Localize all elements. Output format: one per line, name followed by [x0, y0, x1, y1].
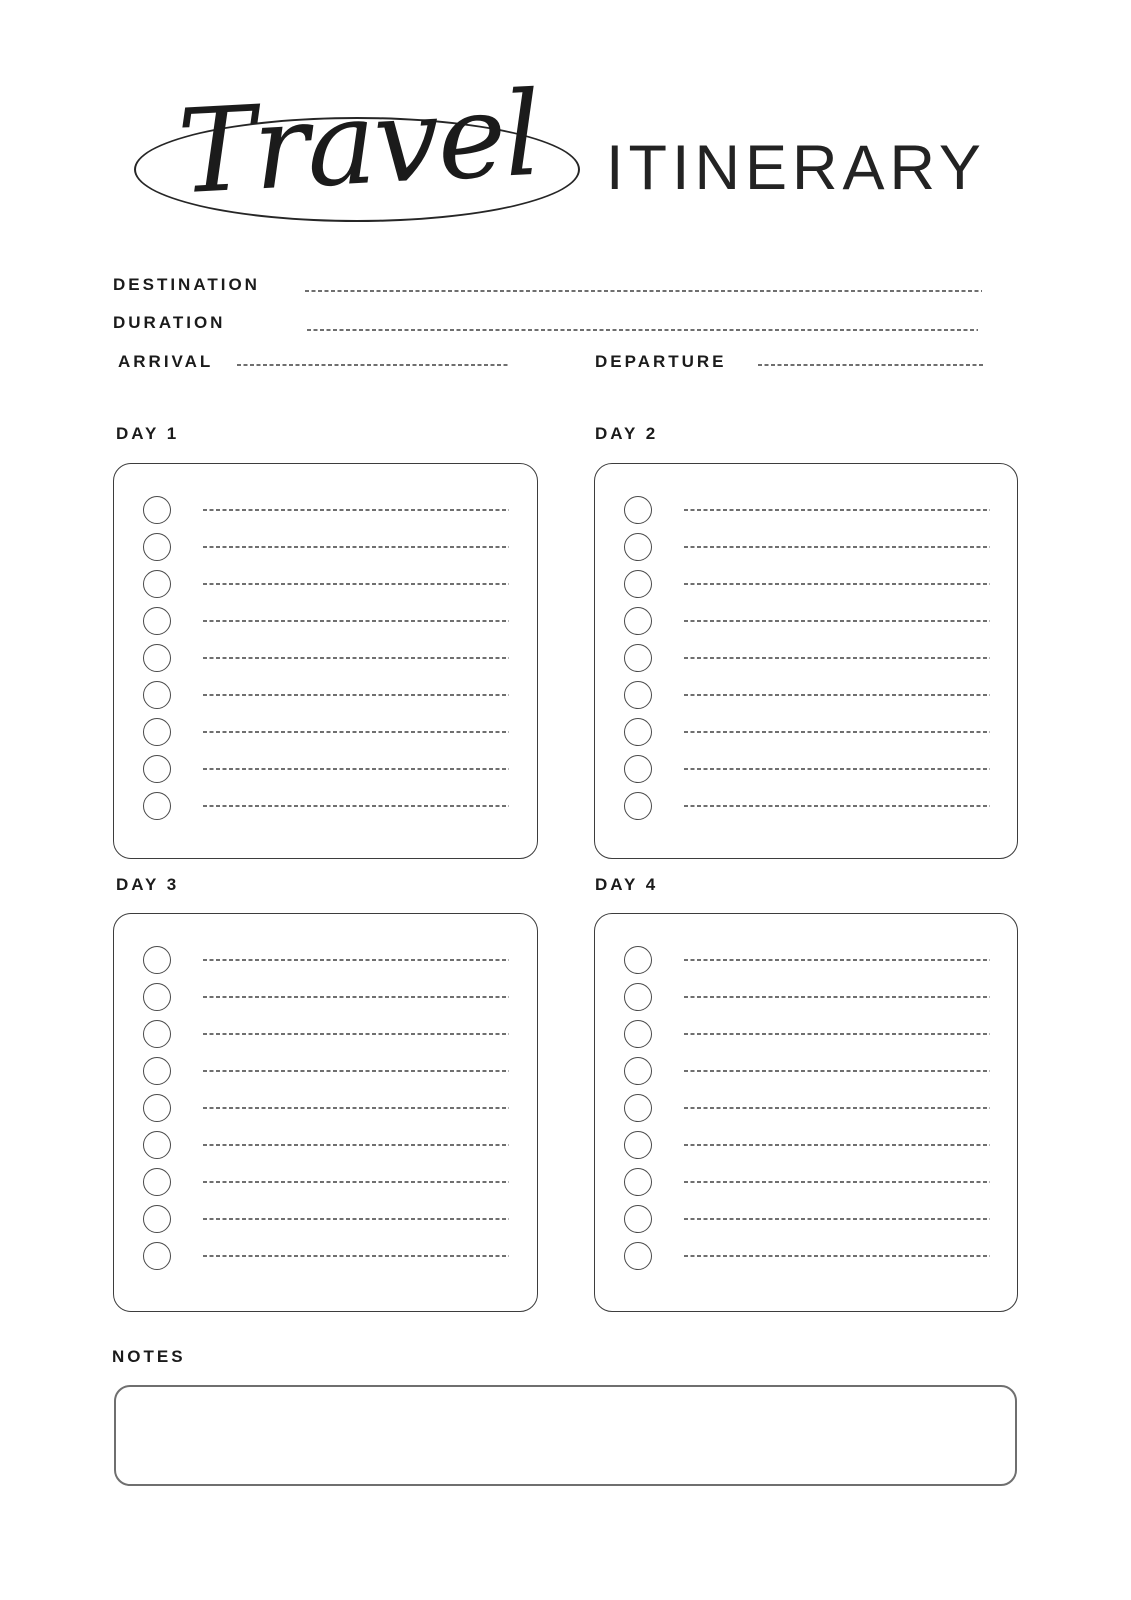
destination-label: DESTINATION [113, 275, 260, 294]
day-3-label: DAY 3 [116, 875, 180, 894]
item-write-line[interactable] [203, 1033, 509, 1035]
title-script-word: Travel [174, 66, 543, 221]
item-write-line[interactable] [684, 620, 990, 622]
checkbox-circle[interactable] [624, 983, 652, 1011]
item-write-line[interactable] [684, 768, 990, 770]
checklist-row [114, 565, 537, 602]
item-write-line[interactable] [203, 1255, 509, 1257]
item-write-line[interactable] [203, 1070, 509, 1072]
arrival-label: ARRIVAL [118, 352, 214, 371]
item-write-line[interactable] [203, 509, 509, 511]
checklist-row [595, 491, 1017, 528]
checkbox-circle[interactable] [143, 644, 171, 672]
checkbox-circle[interactable] [624, 681, 652, 709]
checkbox-circle[interactable] [624, 792, 652, 820]
item-write-line[interactable] [684, 1107, 990, 1109]
checkbox-circle[interactable] [143, 533, 171, 561]
item-write-line[interactable] [684, 1144, 990, 1146]
item-write-line[interactable] [684, 731, 990, 733]
checkbox-circle[interactable] [143, 1057, 171, 1085]
checklist-row [595, 565, 1017, 602]
checklist-row [114, 1200, 537, 1237]
checklist-row [114, 1126, 537, 1163]
checkbox-circle[interactable] [143, 1168, 171, 1196]
item-write-line[interactable] [684, 1070, 990, 1072]
item-write-line[interactable] [684, 694, 990, 696]
checkbox-circle[interactable] [624, 533, 652, 561]
item-write-line[interactable] [203, 1218, 509, 1220]
checklist-row [114, 750, 537, 787]
checklist-row [595, 676, 1017, 713]
checklist-row [114, 676, 537, 713]
checkbox-circle[interactable] [143, 1020, 171, 1048]
checkbox-circle[interactable] [624, 718, 652, 746]
page-title: ITINERARY [606, 133, 986, 203]
day-3-checklist-box [113, 913, 538, 1312]
checkbox-circle[interactable] [624, 1242, 652, 1270]
item-write-line[interactable] [684, 546, 990, 548]
checklist-row [114, 602, 537, 639]
notes-input-area[interactable] [114, 1385, 1017, 1486]
destination-write-line[interactable] [305, 290, 982, 292]
checklist-row [595, 1126, 1017, 1163]
checklist-row [114, 1237, 537, 1274]
item-write-line[interactable] [684, 996, 990, 998]
checkbox-circle[interactable] [143, 681, 171, 709]
checklist-row [595, 1015, 1017, 1052]
checklist-row [595, 1089, 1017, 1126]
checkbox-circle[interactable] [143, 1131, 171, 1159]
checklist-row [114, 491, 537, 528]
checklist-row [595, 1163, 1017, 1200]
checklist-row [114, 1015, 537, 1052]
item-write-line[interactable] [684, 657, 990, 659]
day-2-label: DAY 2 [595, 424, 659, 443]
item-write-line[interactable] [684, 583, 990, 585]
item-write-line[interactable] [684, 509, 990, 511]
checkbox-circle[interactable] [624, 1131, 652, 1159]
day-1-label: DAY 1 [116, 424, 180, 443]
checklist-row [114, 528, 537, 565]
checklist-row [114, 713, 537, 750]
checklist-row [114, 978, 537, 1015]
item-write-line[interactable] [203, 805, 509, 807]
checkbox-circle[interactable] [143, 755, 171, 783]
item-write-line[interactable] [203, 996, 509, 998]
checklist-row [595, 941, 1017, 978]
item-write-line[interactable] [203, 1144, 509, 1146]
item-write-line[interactable] [203, 768, 509, 770]
checklist-row [114, 1089, 537, 1126]
checklist-row [595, 1052, 1017, 1089]
checkbox-circle[interactable] [624, 1168, 652, 1196]
item-write-line[interactable] [203, 657, 509, 659]
item-write-line[interactable] [684, 805, 990, 807]
checkbox-circle[interactable] [624, 1057, 652, 1085]
checklist-row [114, 1052, 537, 1089]
checklist-row [595, 1237, 1017, 1274]
duration-write-line[interactable] [307, 329, 978, 331]
checkbox-circle[interactable] [143, 496, 171, 524]
checkbox-circle[interactable] [143, 718, 171, 746]
checklist-row [595, 750, 1017, 787]
item-write-line[interactable] [684, 1033, 990, 1035]
checklist-row [595, 713, 1017, 750]
day-4-label: DAY 4 [595, 875, 659, 894]
checkbox-circle[interactable] [624, 496, 652, 524]
checkbox-circle[interactable] [143, 1094, 171, 1122]
day-2-checklist-box [594, 463, 1018, 859]
checkbox-circle[interactable] [624, 607, 652, 635]
checkbox-circle[interactable] [624, 755, 652, 783]
departure-write-line[interactable] [758, 364, 983, 366]
checkbox-circle[interactable] [624, 1020, 652, 1048]
checkbox-circle[interactable] [143, 607, 171, 635]
item-write-line[interactable] [203, 1107, 509, 1109]
day-4-checklist-box [594, 913, 1018, 1312]
checklist-row [595, 639, 1017, 676]
checkbox-circle[interactable] [143, 1205, 171, 1233]
day-1-checklist-box [113, 463, 538, 859]
item-write-line[interactable] [684, 1255, 990, 1257]
checklist-row [595, 787, 1017, 824]
item-write-line[interactable] [684, 1218, 990, 1220]
item-write-line[interactable] [203, 620, 509, 622]
checklist-row [595, 978, 1017, 1015]
item-write-line[interactable] [203, 694, 509, 696]
checkbox-circle[interactable] [624, 644, 652, 672]
item-write-line[interactable] [203, 583, 509, 585]
checklist-row [595, 1200, 1017, 1237]
checklist-row [114, 639, 537, 676]
checkbox-circle[interactable] [624, 1205, 652, 1233]
departure-label: DEPARTURE [595, 352, 727, 371]
checklist-row [114, 1163, 537, 1200]
notes-label: NOTES [112, 1347, 186, 1366]
checklist-row [595, 602, 1017, 639]
checkbox-circle[interactable] [624, 570, 652, 598]
item-write-line[interactable] [203, 959, 509, 961]
checklist-row [114, 787, 537, 824]
checkbox-circle[interactable] [143, 570, 171, 598]
checkbox-circle[interactable] [143, 946, 171, 974]
checkbox-circle[interactable] [143, 983, 171, 1011]
checkbox-circle[interactable] [624, 946, 652, 974]
item-write-line[interactable] [203, 546, 509, 548]
item-write-line[interactable] [684, 959, 990, 961]
checklist-row [114, 941, 537, 978]
arrival-write-line[interactable] [237, 364, 508, 366]
checkbox-circle[interactable] [624, 1094, 652, 1122]
item-write-line[interactable] [203, 731, 509, 733]
checkbox-circle[interactable] [143, 1242, 171, 1270]
item-write-line[interactable] [203, 1181, 509, 1183]
item-write-line[interactable] [684, 1181, 990, 1183]
checkbox-circle[interactable] [143, 792, 171, 820]
checklist-row [595, 528, 1017, 565]
duration-label: DURATION [113, 313, 226, 332]
